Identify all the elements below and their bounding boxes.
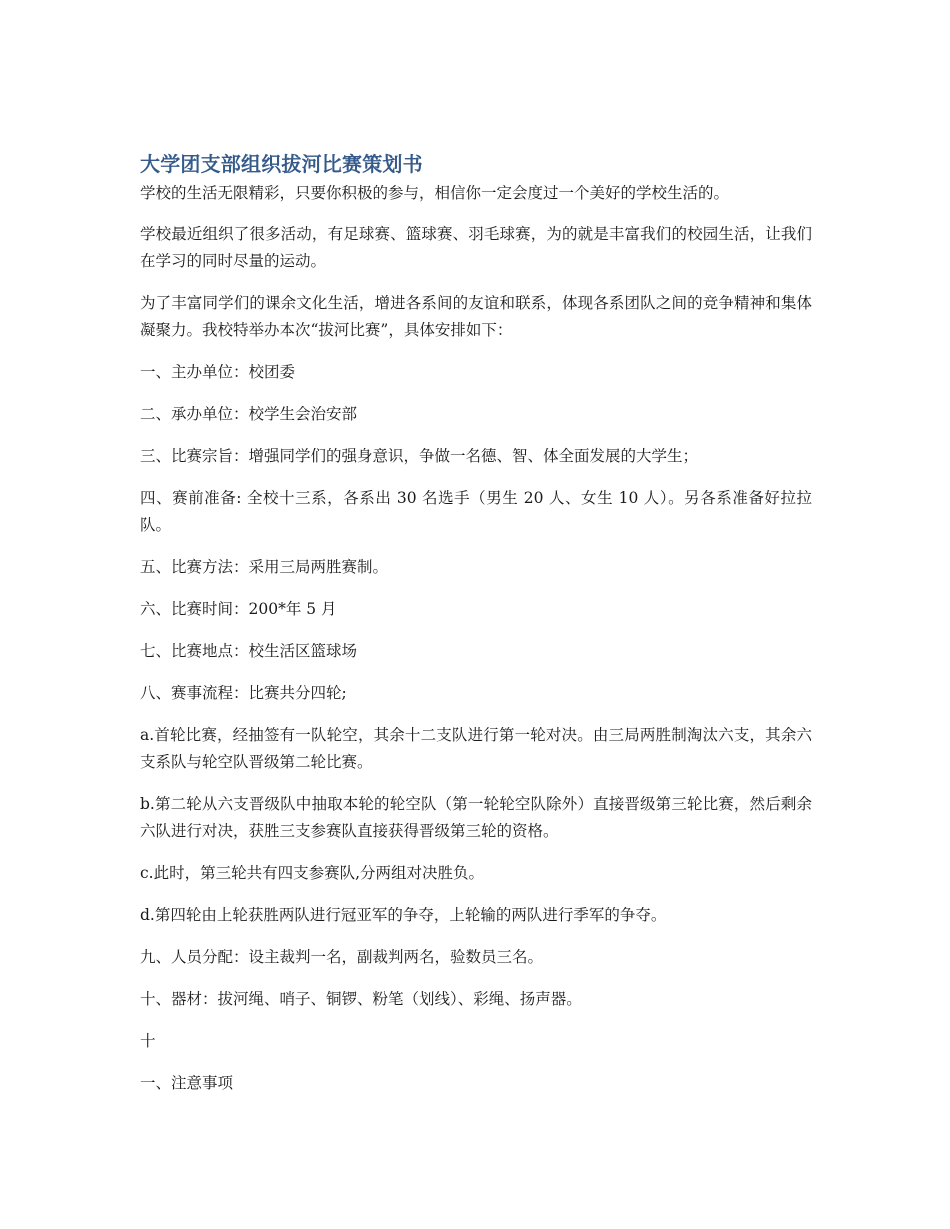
- staff-item: 九、人员分配：设主裁判一名，副裁判两名，验数员三名。: [140, 948, 544, 966]
- round-b-paragraph: b.第二轮从六支晋级队中抽取本轮的轮空队（第一轮轮空队除外）直接晋级第三轮比赛，然后剩余六队进行对决，获胜三支参赛队直接获得晋级第三轮的资格。: [140, 795, 812, 840]
- aim-item: 三、比赛宗旨：增强同学们的强身意识，争做一名德、智、体全面发展的大学生；: [140, 447, 699, 465]
- intro-paragraph: 学校的生活无限精彩，只要你积极的参与，相信你一定会度过一个美好的学校生活的。: [140, 184, 730, 202]
- activities-paragraph: 学校最近组织了很多活动，有足球赛、篮球赛、羽毛球赛，为的就是丰富我们的校园生活，让我们在学习的同时尽量的运动。: [140, 225, 812, 270]
- organizer-item: 一、主办单位：校团委: [140, 363, 296, 381]
- method-item: 五、比赛方法：采用三局两胜赛制。: [140, 558, 389, 576]
- document-title: 大学团支部组织拔河比赛策划书: [140, 152, 423, 176]
- round-a-paragraph: a.首轮比赛，经抽签有一队轮空，其余十二支队进行第一轮对决。由三局两胜制淘汰六支，其余六支系队与轮空队晋级第二轮比赛。: [140, 726, 812, 771]
- preparation-item: 四、赛前准备: 全校十三系，各系出 30 名选手（男生 20 人、女生 10 人）。另各系准备好拉拉队。: [140, 489, 812, 534]
- round-d-paragraph: d.第四轮由上轮获胜两队进行冠亚军的争夺，上轮输的两队进行季军的争夺。: [140, 906, 667, 924]
- process-item: 八、赛事流程：比赛共分四轮;: [140, 684, 347, 702]
- co-organizer-item: 二、承办单位：校学生会治安部: [140, 405, 358, 423]
- notes-item: 一、注意事项: [140, 1074, 234, 1092]
- round-c-paragraph: c.此时，第三轮共有四支参赛队,分两组对决胜负。: [140, 864, 485, 882]
- section-ten-fragment: 十: [140, 1032, 156, 1050]
- location-item: 七、比赛地点：校生活区篮球场: [140, 642, 358, 660]
- time-item: 六、比赛时间：200*年 5 月: [140, 600, 337, 618]
- equipment-item: 十、器材：拔河绳、哨子、铜锣、粉笔（划线）、彩绳、扬声器。: [140, 990, 582, 1008]
- purpose-paragraph: 为了丰富同学们的课余文化生活，增进各系间的友谊和联系，体现各系团队之间的竞争精神和集体凝聚力。我校特举办本次“拔河比赛”，具体安排如下：: [140, 294, 812, 339]
- document-content: [140, 150, 812, 1112]
